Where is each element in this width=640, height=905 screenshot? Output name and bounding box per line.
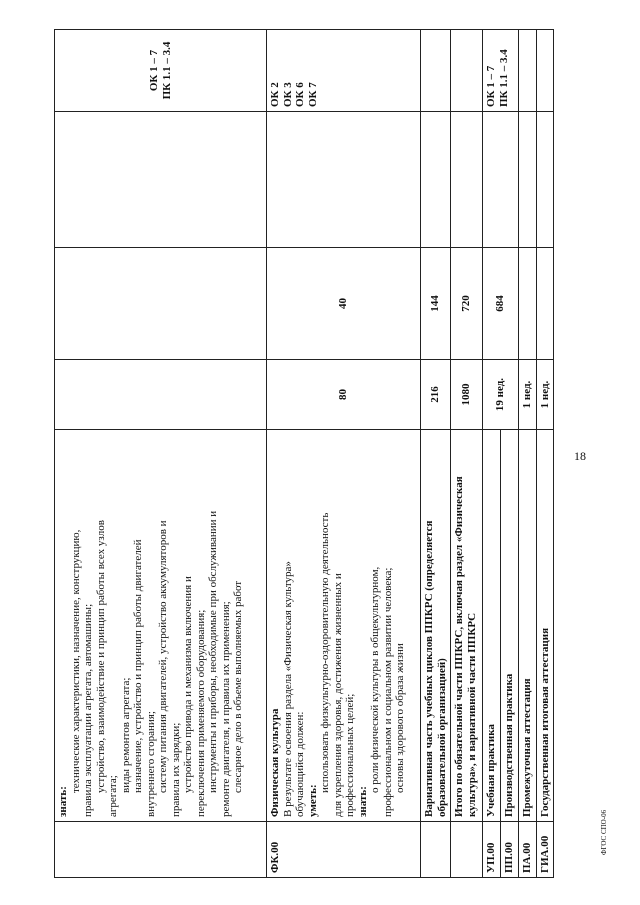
cell-code	[421, 822, 451, 878]
competence-code: ОК 1 – 7	[485, 65, 497, 107]
cell-empty	[536, 248, 554, 360]
cell-hours: 40	[267, 248, 421, 360]
page-number: 18	[574, 449, 586, 463]
competence-code: ПК 1.1 – 3.4	[497, 49, 510, 107]
competence-code: ОК 7	[306, 82, 319, 107]
text-line: устройство, взаимодействие и принцип работы всех узлов	[94, 520, 107, 793]
text-line: обучающийся должен:	[294, 711, 306, 817]
cell-code: УП.00	[483, 822, 501, 878]
text-line: знать:	[57, 786, 69, 817]
cell-title: Государственная итоговая аттестация	[536, 430, 554, 822]
cell-empty	[518, 112, 536, 248]
cell-code: ПА.00	[518, 822, 536, 878]
text-line: для укрепления здоровья, достижения жизненных и	[331, 573, 344, 817]
table-row-continuation	[55, 30, 267, 878]
cell-empty	[536, 30, 554, 112]
text-line: ремонте двигателя, и правила их применения;	[219, 601, 232, 817]
cell-empty	[536, 112, 554, 248]
cell-empty	[421, 112, 451, 248]
text-line: уметь:	[306, 784, 319, 817]
cell-weeks: 1 нед.	[536, 360, 554, 430]
cell-max-load: 80	[267, 360, 421, 430]
table-row-variative	[421, 30, 451, 878]
table-row-total	[451, 30, 483, 878]
cell-empty	[451, 112, 483, 248]
cell-max-load	[55, 360, 267, 430]
text-line: основы здорового образа жизни	[394, 643, 406, 793]
cell-hours: 720	[451, 248, 483, 360]
cell-title: Производственная практика	[500, 430, 518, 822]
cell-empty	[518, 30, 536, 112]
cell-hours: 144	[421, 248, 451, 360]
text-line: переключения применяемого оборудования;	[194, 609, 207, 817]
cell-disciplines	[55, 112, 267, 248]
cell-title: Учебная практика	[483, 430, 501, 822]
text-line: знать:	[356, 786, 369, 817]
text-line: технические характеристики, назначение, конструкцию,	[69, 529, 82, 793]
text-line: слесарное дело в объеме выполняемых работ	[232, 580, 244, 793]
text-line: инструменты и приборы, необходимые при обслуживании и	[207, 510, 219, 793]
cell-code: ГИА.00	[536, 822, 554, 878]
competence-code: ОК 1 – 7	[148, 49, 160, 92]
cell-max-load: 216	[421, 360, 451, 430]
cell-practice-hours: 684	[483, 248, 519, 360]
cell-code: ФК.00	[267, 822, 421, 878]
text-line: назначение, устройство и принцип работы двигателей	[132, 539, 144, 793]
rotated-table-wrapper	[54, 30, 552, 878]
row-title: Физическая культура	[269, 708, 281, 817]
cell-content	[55, 430, 267, 822]
text-line: правила их зарядки;	[169, 722, 182, 817]
text-line: о роли физической культуры в общекультурном,	[369, 566, 381, 793]
cell-title: Итого по обязательной части ППКРС, включая раздел «Физическая культура», и вариативной части ППКРС	[451, 430, 483, 822]
competence-code: ОК 3	[281, 82, 294, 107]
curriculum-sheet	[54, 30, 552, 878]
competence-code: ПК 1.1 – 3.4	[160, 41, 173, 100]
cell-code: ПП.00	[500, 822, 518, 878]
cell-disciplines	[267, 112, 421, 248]
table-row-up	[483, 30, 501, 878]
text-line: профессиональном и социальном развитии человека;	[381, 567, 394, 817]
text-line: систему питания двигателей, устройство аккумуляторов и	[157, 520, 169, 793]
cell-content	[267, 430, 421, 822]
table-row-pa	[518, 30, 536, 878]
text-line: профессиональных целей;	[344, 693, 356, 817]
cell-code	[55, 822, 267, 878]
text-line: использовать физкультурно-оздоровительную деятельность	[319, 512, 331, 793]
curriculum-table	[54, 29, 554, 878]
cell-competences	[267, 30, 421, 112]
cell-title: Вариативная часть учебных циклов ППКРС (определяется образовательной организацией)	[421, 430, 451, 822]
text-line: В результате освоения раздела «Физическая культура»	[281, 561, 294, 817]
cell-hours	[55, 248, 267, 360]
cell-empty	[451, 30, 483, 112]
table-row-gia	[536, 30, 554, 878]
competence-code: ОК 6	[294, 82, 306, 107]
cell-empty	[518, 248, 536, 360]
text-line: устройство привода и механизма включения и	[182, 576, 194, 793]
cell-practice-weeks: 19 нед.	[483, 360, 519, 430]
cell-weeks: 1 нед.	[518, 360, 536, 430]
cell-code	[451, 822, 483, 878]
competence-code: ОК 2	[269, 82, 281, 107]
cell-empty	[421, 30, 451, 112]
cell-empty	[483, 112, 519, 248]
text-line: виды ремонтов агрегата;	[119, 677, 132, 793]
text-line: внутреннего сгорания;	[144, 711, 157, 817]
cell-max-load: 1080	[451, 360, 483, 430]
cell-practice-competences	[483, 30, 519, 112]
text-line: правила эксплуатации агрегата, автомашины;	[82, 603, 94, 817]
footer-code: ФГОС СПО-06	[600, 809, 608, 855]
cell-title: Промежуточная аттестация	[518, 430, 536, 822]
text-line: агрегата;	[107, 775, 119, 817]
cell-competences	[55, 30, 267, 112]
table-row-fk	[267, 30, 421, 878]
